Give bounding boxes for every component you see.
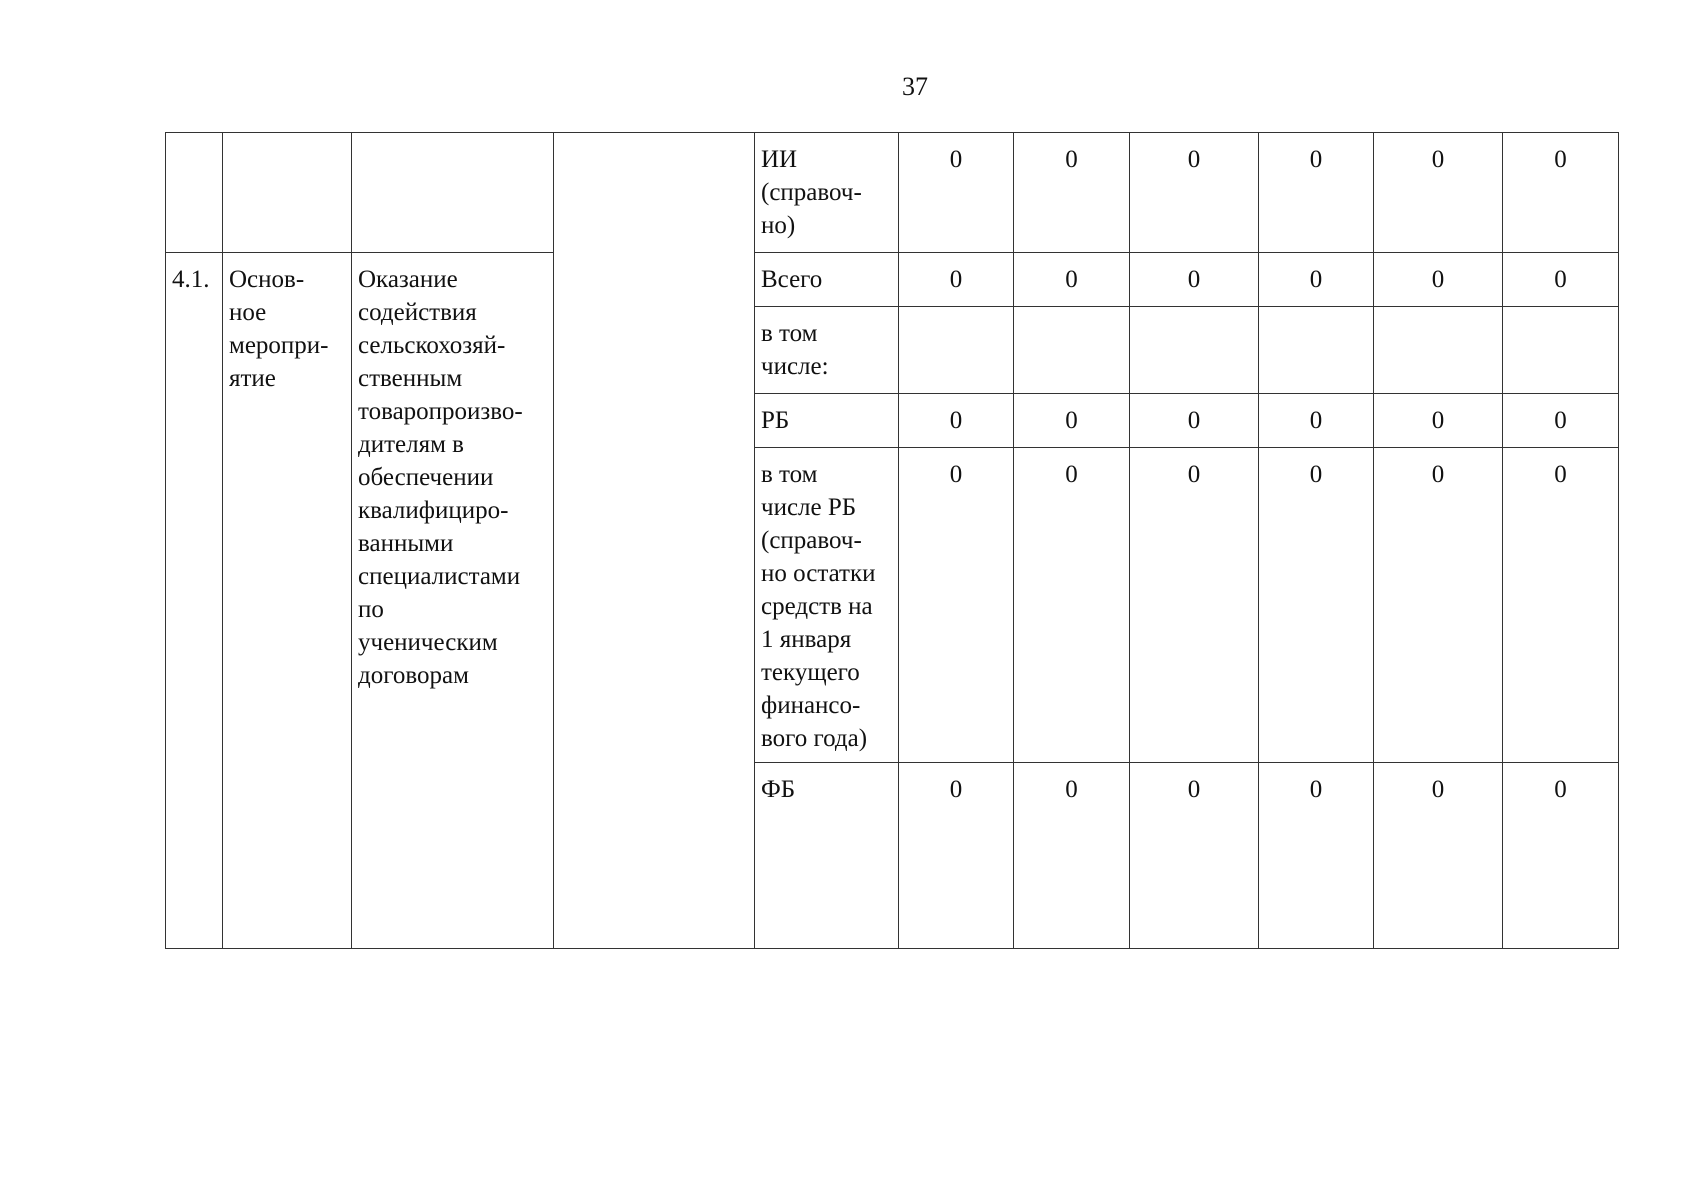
table-cell-empty: [554, 133, 755, 949]
value-cell: 0: [1259, 394, 1374, 448]
value-cell: 0: [1259, 253, 1374, 307]
value-cell: 0: [1374, 763, 1503, 949]
value-cell: 0: [1014, 448, 1130, 763]
value-cell: 0: [1259, 763, 1374, 949]
value-cell: [1503, 307, 1619, 394]
value-cell: 0: [1503, 448, 1619, 763]
value-cell: 0: [899, 448, 1014, 763]
value-cell: [1374, 307, 1503, 394]
table-cell-empty: [166, 133, 223, 253]
value-cell: 0: [899, 133, 1014, 253]
value-cell: 0: [1259, 448, 1374, 763]
value-cell: 0: [1130, 253, 1259, 307]
source-label-text: ФБ: [761, 776, 796, 803]
source-label-text: РБ: [761, 407, 790, 434]
table-cell-empty: [223, 133, 352, 253]
value-cell: 0: [1014, 763, 1130, 949]
value-cell: 0: [1014, 253, 1130, 307]
measure-name-text: Оказание содействия сельскохозяй- ственным товаропроизво- дителям в обеспечении квалифициро- ванными специалистами по ученическим договорам: [358, 266, 523, 689]
value-cell: 0: [1503, 763, 1619, 949]
value-cell: 0: [1130, 133, 1259, 253]
value-cell: [899, 307, 1014, 394]
value-cell: 0: [1374, 133, 1503, 253]
value-cell: 0: [1130, 394, 1259, 448]
value-cell: 0: [1374, 448, 1503, 763]
value-cell: 0: [1374, 394, 1503, 448]
source-label: [755, 448, 899, 763]
page-number: 37: [902, 72, 928, 101]
source-label: [755, 133, 899, 253]
source-label-text: ИИ (справоч- но): [761, 146, 862, 239]
value-cell: 0: [1503, 133, 1619, 253]
value-cell: 0: [1130, 448, 1259, 763]
source-label: [755, 253, 899, 307]
value-cell: 0: [899, 763, 1014, 949]
source-label: [755, 763, 899, 949]
measure-name: [352, 253, 554, 949]
value-cell: 0: [1014, 133, 1130, 253]
value-cell: [1130, 307, 1259, 394]
source-label: [755, 307, 899, 394]
table-cell-empty: [352, 133, 554, 253]
value-cell: 0: [1374, 253, 1503, 307]
source-label-text: в том числе:: [761, 320, 829, 380]
value-cell: 0: [1503, 394, 1619, 448]
value-cell: [1259, 307, 1374, 394]
measure-number: 4.1.: [166, 253, 223, 949]
source-label-text: в том числе РБ (справоч- но остатки средств на 1 января текущего финансо- вого года): [761, 461, 876, 752]
table-row: [166, 253, 1619, 307]
source-label: [755, 394, 899, 448]
source-label-text: Всего: [761, 266, 823, 293]
value-cell: [1014, 307, 1130, 394]
budget-table: [165, 132, 1619, 949]
value-cell: 0: [1130, 763, 1259, 949]
measure-type-text: Основ- ное меропри- ятие: [229, 266, 329, 392]
measure-type: [223, 253, 352, 949]
value-cell: 0: [1503, 253, 1619, 307]
value-cell: 0: [899, 394, 1014, 448]
value-cell: 0: [1014, 394, 1130, 448]
value-cell: 0: [899, 253, 1014, 307]
value-cell: 0: [1259, 133, 1374, 253]
table-row: [166, 133, 1619, 253]
